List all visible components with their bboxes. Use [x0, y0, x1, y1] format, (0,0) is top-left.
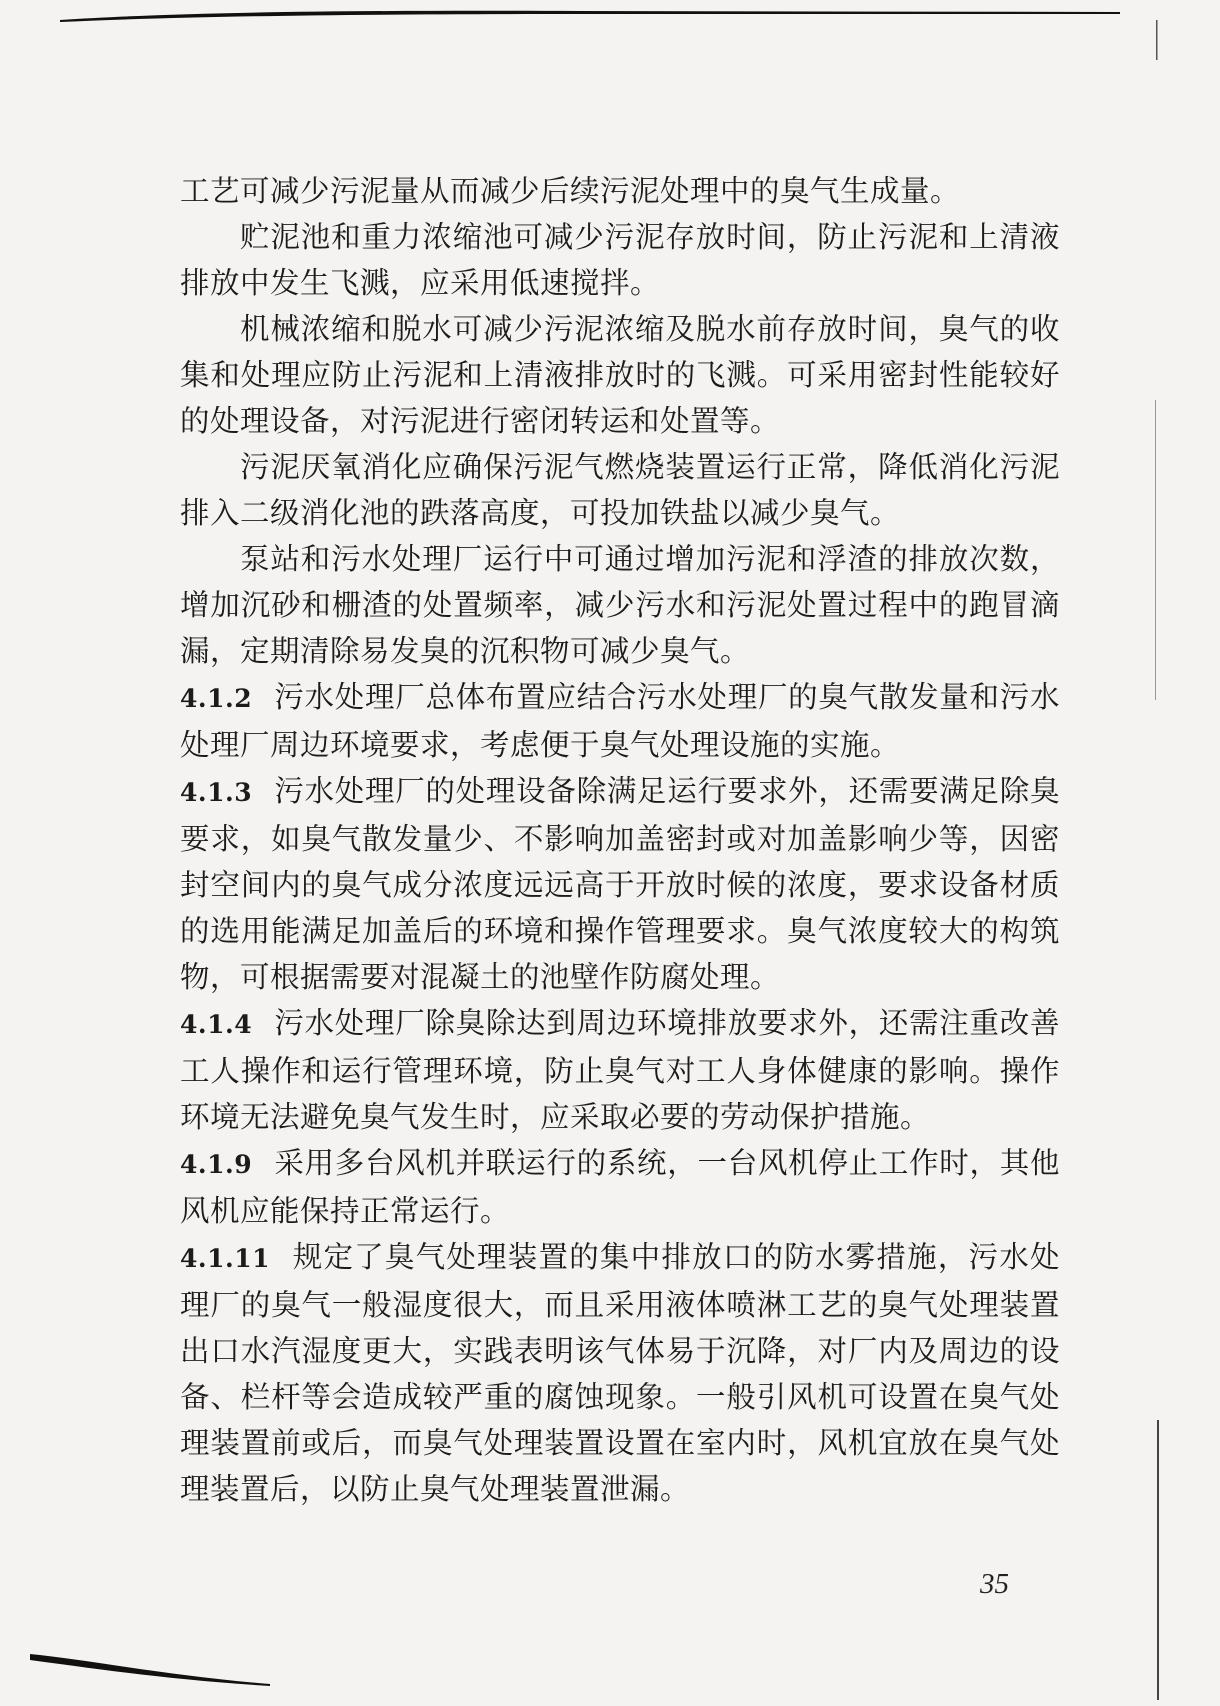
clause-number: 4.1.9 [180, 1150, 253, 1179]
clause-4-1-11 [180, 1234, 1060, 1512]
scan-edge-bottom [30, 1650, 270, 1690]
page-body [180, 168, 1060, 1512]
paragraph [180, 536, 1060, 674]
page-number: 35 [980, 1568, 1009, 1600]
clause-4-1-2 [180, 674, 1060, 768]
paragraph-text: 机械浓缩和脱水可减少污泥浓缩及脱水前存放时间，臭气的收集和处理应防止污泥和上清液排放时的飞溅。可采用密封性能较好的处理设备，对污泥进行密闭转运和处置等。 [180, 312, 1060, 438]
clause-4-1-9 [180, 1140, 1060, 1234]
paragraph-text: 污水处理厂除臭除达到周边环境排放要求外，还需注重改善工人操作和运行管理环境，防止臭气对工人身体健康的影响。操作环境无法避免臭气发生时，应采取必要的劳动保护措施。 [180, 1006, 1060, 1134]
clause-4-1-4 [180, 1000, 1060, 1140]
clause-number: 4.1.11 [180, 1244, 270, 1273]
paragraph-text: 污水处理厂总体布置应结合污水处理厂的臭气散发量和污水处理厂周边环境要求，考虑便于臭气处理设施的实施。 [180, 680, 1060, 762]
paragraph [180, 444, 1060, 536]
scan-edge-top [60, 8, 1120, 22]
paragraph-text: 工艺可减少污泥量从而减少后续污泥处理中的臭气生成量。 [180, 174, 961, 208]
paragraph-text: 采用多台风机并联运行的系统，一台风机停止工作时，其他风机应能保持正常运行。 [180, 1146, 1060, 1228]
clause-number: 4.1.4 [180, 1010, 253, 1039]
clause-number: 4.1.2 [180, 684, 253, 713]
paragraph-text: 泵站和污水处理厂运行中可通过增加污泥和浮渣的排放次数，增加沉砂和栅渣的处置频率，减少污水和污泥处置过程中的跑冒滴漏，定期清除易发臭的沉积物可减少臭气。 [180, 542, 1060, 668]
paragraph [180, 214, 1060, 306]
scan-edge-right [1150, 20, 1164, 1700]
paragraph-text: 规定了臭气处理装置的集中排放口的防水雾措施，污水处理厂的臭气一般湿度很大，而且采用液体喷淋工艺的臭气处理装置出口水汽湿度更大，实践表明该气体易于沉降，对厂内及周边的设备、栏杆等会造成较严重的腐蚀现象。一般引风机可设置在臭气处理装置前或后，而臭气处理装置设置在室内时，风机宜放在臭气处理装置后，以防止臭气处理装置泄漏。 [180, 1240, 1060, 1506]
clause-number: 4.1.3 [180, 778, 253, 807]
paragraph-text: 贮泥池和重力浓缩池可减少污泥存放时间，防止污泥和上清液排放中发生飞溅，应采用低速搅拌。 [180, 220, 1060, 300]
paragraph [180, 168, 1060, 214]
paragraph [180, 306, 1060, 444]
paragraph-text: 污水处理厂的处理设备除满足运行要求外，还需要满足除臭要求，如臭气散发量少、不影响加盖密封或对加盖影响少等，因密封空间内的臭气成分浓度远远高于开放时候的浓度，要求设备材质的选用能满足加盖后的环境和操作管理要求。臭气浓度较大的构筑物，可根据需要对混凝土的池壁作防腐处理。 [180, 774, 1060, 994]
paragraph-text: 污泥厌氧消化应确保污泥气燃烧装置运行正常，降低消化污泥排入二级消化池的跌落高度，可投加铁盐以减少臭气。 [180, 450, 1060, 530]
clause-4-1-3 [180, 768, 1060, 1000]
